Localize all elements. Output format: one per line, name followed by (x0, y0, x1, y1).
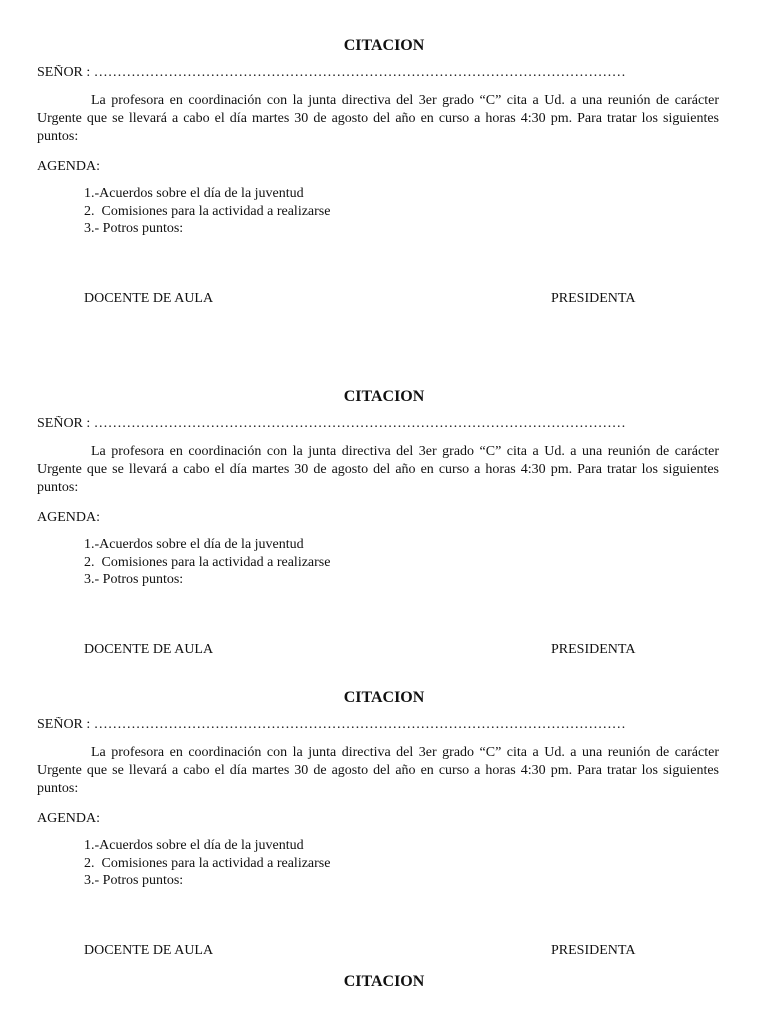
signature-docente: DOCENTE DE AULA (84, 291, 214, 306)
signature-presidenta: PRESIDENTA (551, 943, 636, 958)
agenda-item: 2. Comisiones para la actividad a realizarse (84, 855, 331, 871)
agenda-item: 3.- Potros puntos: (84, 572, 184, 587)
agenda-list (84, 536, 330, 589)
agenda-item: 1.-Acuerdos sobre el día de la juventud (84, 838, 304, 853)
citation-body (37, 443, 719, 497)
citation-title: CITACION (343, 388, 425, 405)
signature-presidenta: PRESIDENTA (551, 291, 636, 306)
agenda-list (84, 837, 330, 890)
agenda-item: 1.-Acuerdos sobre el día de la juventud (84, 537, 304, 552)
citation-title: CITACION (343, 37, 425, 54)
citation-title-final: CITACION (343, 973, 425, 990)
citation-body (37, 92, 719, 146)
agenda-list (84, 185, 330, 238)
citation-body-text: La profesora en coordinación con la junta directiva del 3er grado “C” cita a Ud. a una reunión de carácter Urgente que se llevará a cabo el día martes 30 de agosto del año en curso a horas 4:30 pm. Para tratar los siguientes puntos: (37, 444, 719, 495)
signature-presidenta: PRESIDENTA (551, 642, 636, 657)
agenda-item: 2. Comisiones para la actividad a realizarse (84, 554, 331, 570)
signature-docente: DOCENTE DE AULA (84, 642, 214, 657)
citation-block-2 (0, 388, 768, 688)
citation-block-1 (0, 37, 768, 337)
agenda-item: 2. Comisiones para la actividad a realizarse (84, 203, 331, 219)
citation-body-text: La profesora en coordinación con la junta directiva del 3er grado “C” cita a Ud. a una reunión de carácter Urgente que se llevará a cabo el día martes 30 de agosto del año en curso a horas 4:30 pm. Para tratar los siguientes puntos: (37, 93, 719, 144)
agenda-label: AGENDA: (37, 811, 100, 826)
senor-line: SEÑOR : …………………………………………………………………………………………………… (37, 65, 626, 80)
citation-body-text: La profesora en coordinación con la junta directiva del 3er grado “C” cita a Ud. a una reunión de carácter Urgente que se llevará a cabo el día martes 30 de agosto del año en curso a horas 4:30 pm. Para tratar los siguientes puntos: (37, 745, 719, 796)
agenda-label: AGENDA: (37, 510, 100, 525)
signature-docente: DOCENTE DE AULA (84, 943, 214, 958)
agenda-item: 3.- Potros puntos: (84, 221, 184, 236)
agenda-item: 3.- Potros puntos: (84, 873, 184, 888)
citation-body (37, 744, 719, 798)
citation-block-3 (0, 689, 768, 989)
agenda-item: 1.-Acuerdos sobre el día de la juventud (84, 186, 304, 201)
citation-title: CITACION (343, 689, 425, 706)
agenda-label: AGENDA: (37, 159, 100, 174)
senor-line: SEÑOR : …………………………………………………………………………………………………… (37, 717, 626, 732)
senor-line: SEÑOR : …………………………………………………………………………………………………… (37, 416, 626, 431)
